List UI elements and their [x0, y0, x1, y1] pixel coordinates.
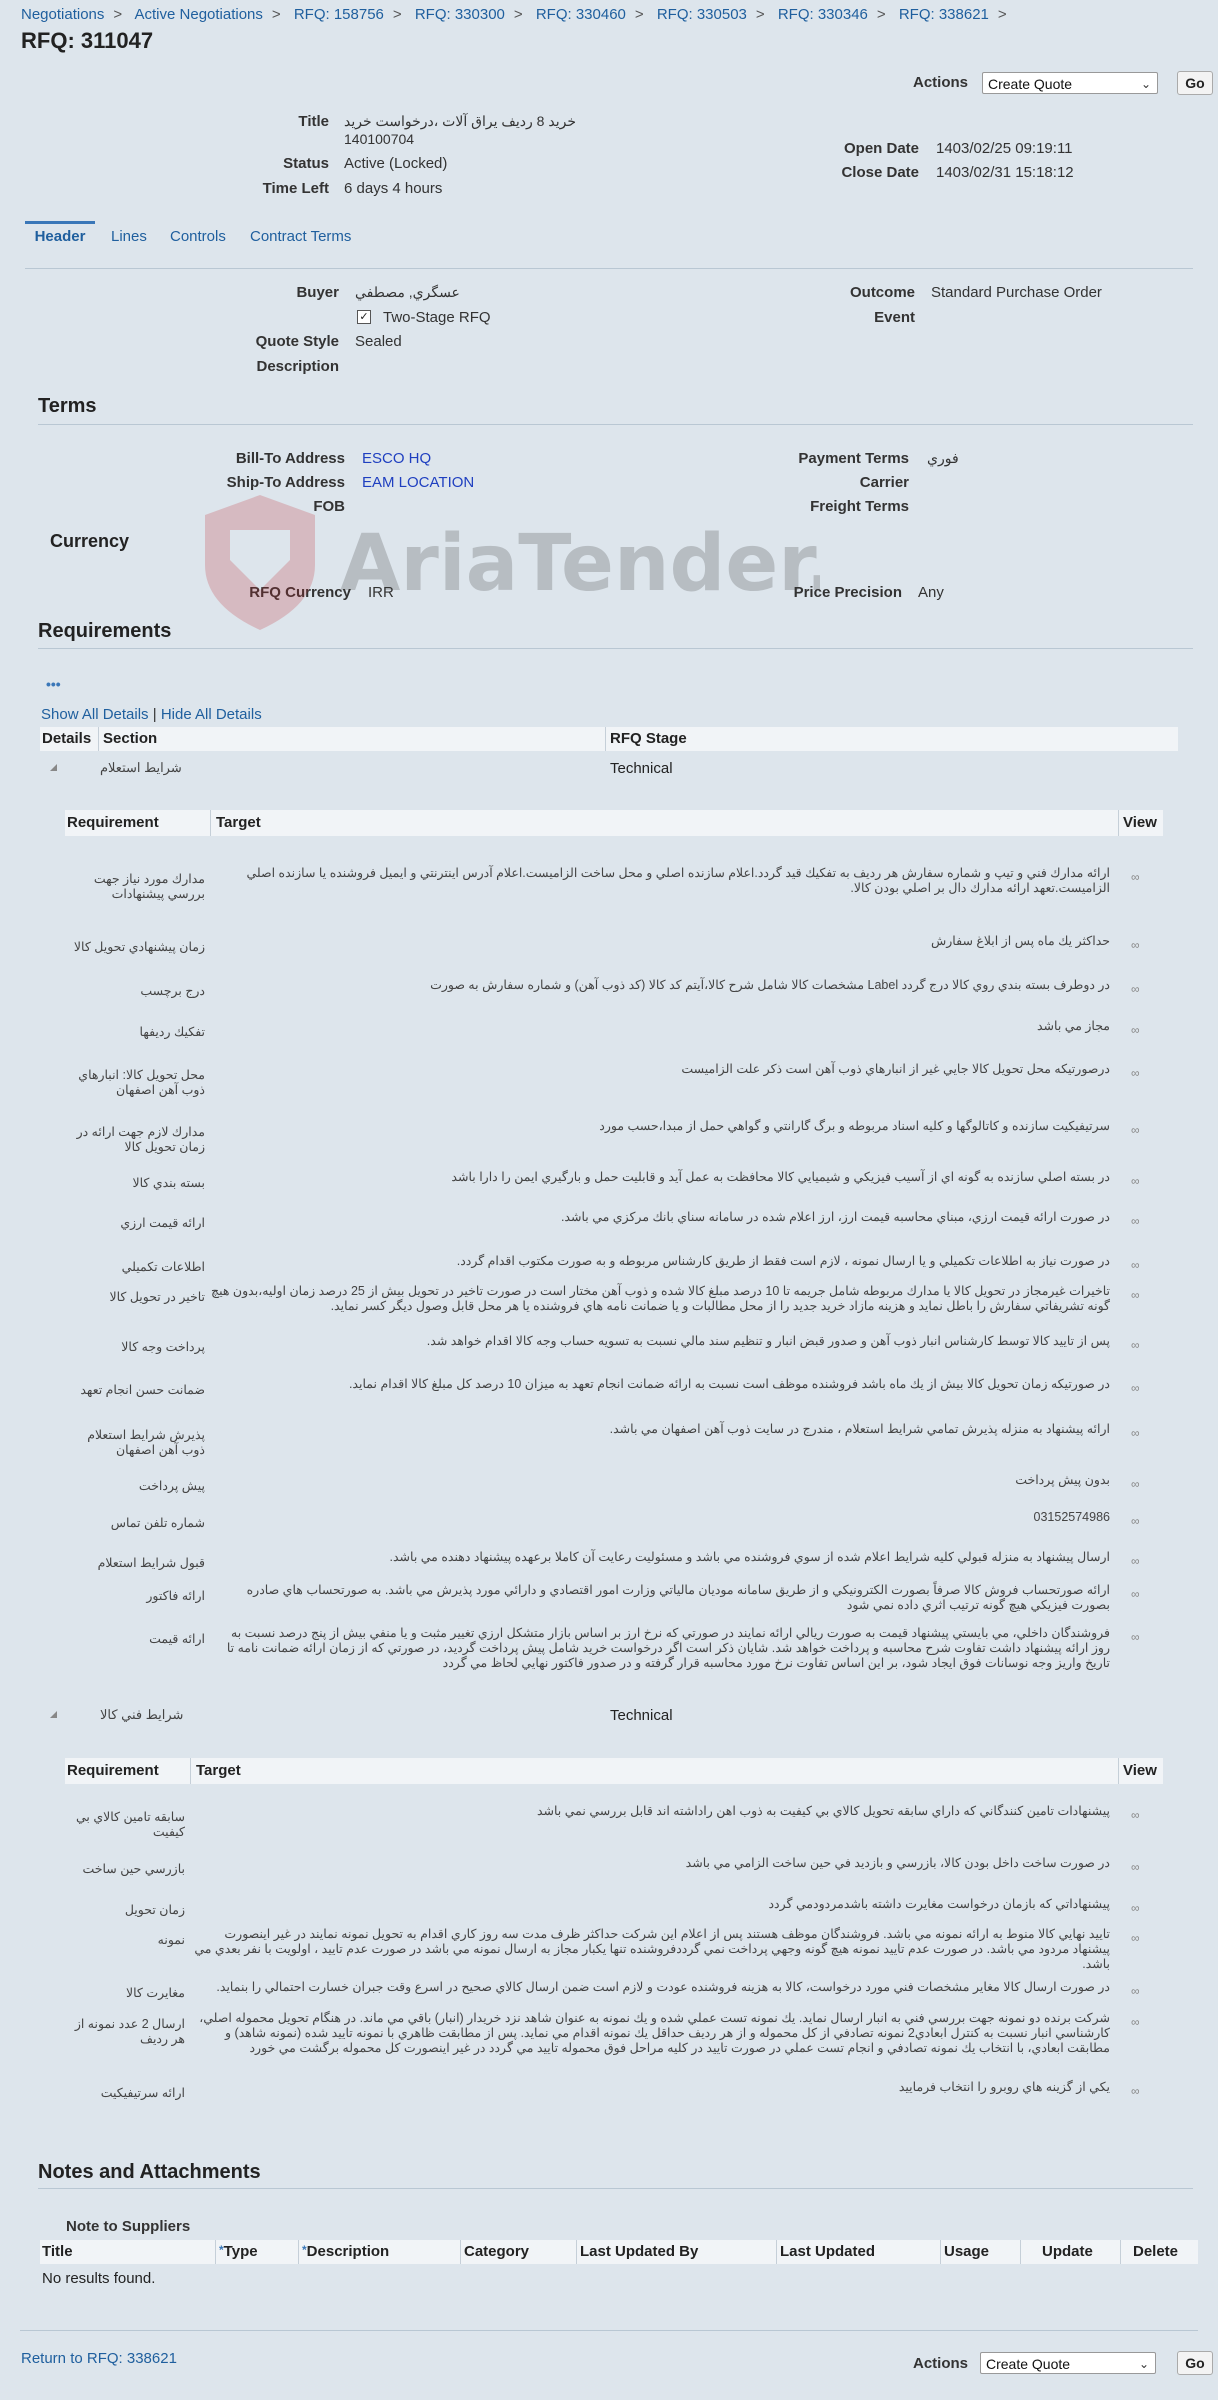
collapse-triangle-icon[interactable]: [50, 1711, 57, 1718]
more-options-icon[interactable]: •••: [46, 676, 61, 692]
view-icon[interactable]: ∞: [1131, 982, 1137, 996]
col-divider: [1118, 1758, 1119, 1784]
col-target: Target: [216, 814, 261, 831]
title-value-line2: 140100704: [344, 131, 415, 147]
view-icon[interactable]: ∞: [1131, 1514, 1137, 1528]
view-icon[interactable]: ∞: [1131, 1808, 1137, 1822]
note-to-suppliers-label: Note to Suppliers: [66, 2218, 191, 2235]
section-name: شرایط استعلام: [100, 760, 182, 775]
requirement-name: ارائه سرتيفيكيت: [100, 2086, 185, 2100]
col-divider: [1120, 2240, 1121, 2264]
payment-terms-value: فوري: [927, 450, 959, 466]
actions-label-bottom: Actions: [913, 2355, 969, 2372]
breadcrumb-rfq-330503[interactable]: RFQ: 330503: [656, 6, 747, 23]
requirement-name: تاخير در تحويل كالا: [109, 1290, 205, 1304]
chevron-down-icon: ⌄: [1140, 77, 1151, 91]
col-requirement: Requirement: [67, 814, 159, 831]
actions-select[interactable]: [982, 72, 1158, 94]
requirements-table-header: [65, 1758, 1163, 1784]
two-stage-label: Two-Stage RFQ: [383, 309, 491, 326]
requirement-target: ارائه صورتحساب فروش كالا صرفاً بصورت الكترونيكي و از طريق سامانه موديان مالياتي وزارت امور اقتصادي و دارائي مورد پذيرش مي باشد. به صورتحساب هاي صادره بصورت فيزيكي هيچ گونه ترتيب اثري داده نمي شود: [246, 1583, 1110, 1612]
requirement-target: درصورتيكه محل تحويل كالا جايي غير از انبارهاي ذوب آهن است ذكر علت الزاميست: [681, 1062, 1110, 1076]
quote-style-label: Quote Style: [255, 333, 339, 350]
col-usage: Usage: [944, 2243, 990, 2260]
col-delete: Delete: [1133, 2243, 1179, 2260]
two-stage-checkbox: ✓: [357, 310, 371, 324]
requirement-target: 03152574986: [1033, 1510, 1110, 1524]
currency-heading: Currency: [50, 531, 130, 551]
section-name: شرايط فني كالا: [100, 1707, 184, 1722]
no-results-text: No results found.: [42, 2270, 156, 2287]
watermark-logo: [200, 495, 820, 639]
go-button[interactable]: Go: [1177, 71, 1213, 95]
view-icon[interactable]: ∞: [1131, 2015, 1137, 2029]
view-icon[interactable]: ∞: [1131, 1258, 1137, 1272]
view-icon[interactable]: ∞: [1131, 1214, 1137, 1228]
breadcrumb-negotiations[interactable]: Negotiations: [21, 6, 105, 23]
requirement-target: حداكثر يك ماه پس از ابلاغ سفارش: [931, 934, 1110, 948]
tab-contract-terms[interactable]: Contract Terms: [250, 228, 352, 245]
requirement-name: درج برچسب: [140, 984, 205, 998]
requirement-target: مجاز مي باشد: [1037, 1019, 1110, 1033]
view-icon[interactable]: ∞: [1131, 1426, 1137, 1440]
hide-all-details-link[interactable]: Hide All Details: [160, 706, 262, 723]
tab-controls[interactable]: Controls: [170, 228, 226, 245]
view-icon[interactable]: ∞: [1131, 870, 1137, 884]
status-label: Status: [283, 155, 329, 172]
col-description-required: [302, 2243, 389, 2260]
col-type: Type: [223, 2243, 258, 2260]
requirement-name: بسته بندي كالا: [132, 1176, 205, 1190]
col-divider: [460, 2240, 461, 2264]
view-icon[interactable]: ∞: [1131, 1123, 1137, 1137]
notes-heading: Notes and Attachments: [38, 2161, 261, 2183]
breadcrumb-rfq-338621[interactable]: RFQ: 338621: [898, 6, 989, 23]
tabs-divider: [25, 268, 1193, 269]
tab-header[interactable]: Header: [25, 221, 95, 245]
requirement-name: بازرسي حين ساخت: [82, 1862, 185, 1876]
return-link[interactable]: Return to RFQ: 338621: [21, 2350, 177, 2367]
buyer-label: Buyer: [296, 284, 339, 301]
requirement-target: در دوطرف بسته بندي روي كالا درج گردد Label مشخصات كالا شامل شرح كالا،آيتم كد كالا (كد ذوب آهن) و شماره سفارش به صورت: [430, 978, 1110, 992]
buyer-value: عسگري, مصطفي: [355, 284, 460, 300]
watermark-text: AriaTender: [340, 519, 806, 609]
rfq-currency-label: RFQ Currency: [249, 584, 351, 601]
col-section: Section: [103, 730, 158, 747]
requirement-name: تفكيك رديفها: [139, 1025, 205, 1039]
view-icon[interactable]: ∞: [1131, 1901, 1137, 1915]
requirement-target: تاييد نهايي كالا منوط به ارائه نمونه مي باشد. فروشندگان موظف هستند پس از اعلام اين شركت حداكثر ظرف مدت سه روز كاري اقدام به تحويل نمونه نمايند در غير اينصورت پيشنهاد مردود مي باشد. در صورت عدم تاييد نمونه هيچ گونه وجهي پرداخت نمي گرددفروشنده تنها يكبار مجاز به ارسال نمونه مي باشد در صورت عدم تاييد ، اولويت با نفر بعدي مي باشد.: [194, 1927, 1110, 1971]
view-icon[interactable]: ∞: [1131, 1066, 1137, 1080]
view-icon[interactable]: ∞: [1131, 1023, 1137, 1037]
requirement-name: اطلاعات تكميلي: [121, 1260, 205, 1274]
requirements-sections-header: [40, 727, 1178, 751]
col-details: Details: [42, 730, 92, 747]
requirement-name: مدارك مورد نياز جهت بررسي پيشنهادات: [93, 872, 205, 901]
requirement-name: پرداخت وجه كالا: [121, 1340, 205, 1354]
open-date-value: 1403/02/25 09:19:11: [936, 140, 1073, 157]
terms-divider: [38, 424, 1193, 425]
actions-selected-value: Create Quote: [988, 76, 1073, 92]
requirement-name: ارائه قيمت: [149, 1632, 205, 1646]
col-description: Description: [306, 2243, 390, 2260]
requirement-name: ارسال 2 عدد نمونه از هر رديف: [74, 2017, 185, 2046]
requirement-name: ارائه فاكتور: [146, 1589, 205, 1603]
requirement-name: مغايرت كالا: [125, 1986, 185, 2000]
requirement-name: ارائه قيمت ارزي: [120, 1216, 205, 1230]
attachments-table-header: [40, 2240, 1198, 2264]
outcome-label: Outcome: [849, 284, 915, 301]
carrier-label: Carrier: [859, 474, 909, 491]
requirement-name: زمان پيشنهادي تحويل كالا: [73, 940, 205, 954]
requirement-target: سرتيفيكيت سازنده و كاتالوگها و كليه اسناد مربوطه و برگ گارانتي و گواهي حمل از مبدا،حسب مورد: [599, 1119, 1110, 1133]
quote-style-value: Sealed: [355, 333, 402, 350]
view-icon[interactable]: ∞: [1131, 1477, 1137, 1491]
required-asterisk: *: [219, 2243, 224, 2257]
breadcrumb-rfq-330300[interactable]: RFQ: 330300: [414, 6, 505, 23]
requirement-target: ارسال پيشنهاد به منزله قبولي كليه شرايط اعلام شده از سوي فروشنده مي باشد و مسئوليت رعايت آن كاملا برعهده پيشنهاد دهنده مي باشد.: [389, 1550, 1110, 1564]
col-requirement: Requirement: [67, 1762, 159, 1779]
tab-lines[interactable]: Lines: [111, 228, 147, 245]
requirement-name: پذيرش شرايط استعلام ذوب آهن اصفهان: [87, 1428, 205, 1457]
breadcrumb: Negotiations > Active Negotiations > RFQ: 158756 > RFQ: 330300 > RFQ: 330460 > RFQ: 330503 > RFQ: 330346 > RFQ: 338621 >: [21, 6, 1007, 23]
col-divider: [940, 2240, 941, 2264]
requirement-target: ارائه مدارك فني و تيپ و شماره سفارش هر رديف به تفكيك قيد گردد.اعلام سازنده اصلي و محل ساخت الزاميست.اعلام آدرس اينترنتي و ايميل فروشنده يا سازنده اصلي الزاميست.تعهد ارائه مدارك دال بر اصلي بودن كالا.: [246, 866, 1110, 895]
section-stage: Technical: [610, 1707, 673, 1724]
requirement-target: در بسته اصلي سازنده به گونه اي از آسيب فيزيكي و شيميايي كالا محافظت به عمل آيد و قابليت حمل و بارگيري ايمن را دارا باشد: [451, 1170, 1110, 1184]
description-label: Description: [256, 358, 339, 375]
col-divider: [1118, 810, 1119, 836]
fob-label: FOB: [313, 498, 345, 515]
requirement-target: پيشنهادات تامين كنندگاني كه داراي سابقه تحويل كالاي بي كيفيت به ذوب اهن راداشته اند قابل بررسي نمي باشد: [536, 1804, 1110, 1818]
requirement-target: يكي از گزينه هاي روبرو را انتخاب فرماييد: [898, 2080, 1110, 2094]
requirement-name: زمان تحويل: [124, 1903, 185, 1917]
requirement-target: فروشندگان داخلي، مي بايستي پيشنهاد قيمت به صورت ريالي ارائه نمايند در صورتي كه نرخ ارز بر اساس بازار متشكل ارزي تغيير مثبت و يا منفي بيش از پنج درصد نسبت به روز ارائه پيشنهاد داشت تفاوت شرح محاسبه و پرداخت خواهد شد. شايان ذكر است اگر درخواست خريد شامل پيش پرداخت گرديد، در صورتي كه از زمان ارائه ضمانت نامه تا تاريخ واريز وجه نوسانات فوق ايجاد شود، بر اين اساس تفاوت نرخ مورد محاسبه قرار گرفته و در صدور فاكتور نهايي لحاظ مي گردد: [226, 1626, 1110, 1670]
actions-select-bottom[interactable]: [980, 2352, 1156, 2374]
page-title: RFQ: 311047: [21, 28, 154, 53]
requirement-target: پس از تاييد كالا توسط كارشناس انبار ذوب آهن و صدور قبض انبار و تنظيم سند مالي نسبت به تسويه حساب وجه كالا اقدام خواهد شد.: [426, 1334, 1110, 1348]
requirement-target: پيشنهاداتي كه بازمان درخواست مغايرت داشته باشدمردودمي گردد: [768, 1897, 1110, 1911]
view-icon[interactable]: ∞: [1131, 1984, 1137, 1998]
chevron-down-icon: ⌄: [1138, 2357, 1149, 2371]
go-button-bottom[interactable]: Go: [1177, 2351, 1213, 2375]
requirements-table-header: [65, 810, 1163, 836]
detail-toggle-separator: |: [152, 706, 157, 723]
outcome-value: Standard Purchase Order: [931, 284, 1102, 301]
col-divider: [576, 2240, 577, 2264]
price-precision-value: Any: [918, 584, 944, 601]
event-label: Event: [874, 309, 915, 326]
time-left-value: 6 days 4 hours: [344, 180, 443, 197]
requirement-name: پيش پرداخت: [138, 1479, 205, 1493]
view-icon[interactable]: ∞: [1131, 1381, 1137, 1395]
close-date-value: 1403/02/31 15:18:12: [936, 164, 1074, 181]
show-all-details-link[interactable]: Show All Details: [41, 706, 149, 723]
col-last-updated-by: Last Updated By: [580, 2243, 699, 2260]
actions-label: Actions: [913, 74, 969, 91]
view-icon[interactable]: ∞: [1131, 1630, 1137, 1644]
price-precision-label: Price Precision: [793, 584, 902, 601]
bill-to-label: Bill-To Address: [235, 450, 345, 467]
requirement-name: محل تحويل كالا: انبارهاي ذوب آهن اصفهان: [78, 1068, 205, 1097]
payment-terms-label: Payment Terms: [798, 450, 909, 467]
view-icon[interactable]: ∞: [1131, 938, 1137, 952]
col-view: View: [1123, 1762, 1157, 1779]
requirement-target: شركت برنده دو نمونه جهت بررسي فني به انبار ارسال نمايد. يك نمونه تست عملي شده و يك نمونه به عنوان شاهد نزد خريدار (انبار) باقي مي ماند. در هنگام تحويل محموله اصلي، كارشناسي انبار نسبت به كنترل ابعادي2 نمونه تصادفي از كل محموله و از هر رديف حداقل يك نمونه اقدام مي نمايد. پس از مطابقت ظاهري با نمونه تاييد شده (نمونه شاهد) و مطابقت ابعادي، با انتخاب يك نمونه تصادفي و انجام تست عملي در صورت تاييد در كليه مراحل فوق محموله تاييد مي گردد در غير اينصورت كل محموله برگشت مي خورد: [199, 2011, 1110, 2055]
col-divider: [215, 2240, 216, 2264]
breadcrumb-rfq-330460[interactable]: RFQ: 330460: [535, 6, 626, 23]
ship-to-link[interactable]: EAM LOCATION: [362, 474, 475, 491]
view-icon[interactable]: ∞: [1131, 1860, 1137, 1874]
rfq-currency-value: IRR: [368, 584, 394, 601]
col-view: View: [1123, 814, 1157, 831]
col-divider: [298, 2240, 299, 2264]
requirement-name: ضمانت حسن انجام تعهد: [80, 1383, 205, 1397]
requirement-name: نمونه: [157, 1933, 185, 1947]
requirement-target: بدون پيش پرداخت: [1015, 1473, 1110, 1487]
detail-toggles: [41, 706, 262, 723]
col-divider: [210, 810, 211, 836]
requirement-target: در صورتيكه زمان تحويل كالا بيش از يك ماه باشد فروشنده موظف است نسبت به ارائه ضمانت انجام تعهد به ميزان 10 درصد كل مبلغ كالا اقدام نمايد.: [348, 1377, 1110, 1391]
col-divider: [98, 727, 99, 751]
view-icon[interactable]: ∞: [1131, 2084, 1137, 2098]
requirement-target: ارائه پيشنهاد به منزله پذيرش تمامي شرايط استعلام ، مندرج در سايت ذوب آهن اصفهان مي باشد.: [609, 1422, 1110, 1436]
requirement-target: در صورت نياز به اطلاعات تكميلي و يا ارسال نمونه ، لازم است فقط از طريق كارشناس مربوطه و به صورت مكتوب اقدام گردد.: [456, 1254, 1110, 1268]
requirement-name: شماره تلفن تماس: [110, 1516, 205, 1530]
time-left-label: Time Left: [262, 180, 329, 197]
footer-divider: [20, 2330, 1198, 2331]
breadcrumb-rfq-330346[interactable]: RFQ: 330346: [777, 6, 868, 23]
freight-terms-label: Freight Terms: [810, 498, 909, 515]
requirements-heading: Requirements: [38, 620, 172, 642]
actions-selected-value: Create Quote: [986, 2356, 1071, 2372]
requirements-divider: [38, 648, 1193, 649]
close-date-label: Close Date: [841, 164, 919, 181]
col-target: Target: [196, 1762, 241, 1779]
requirement-name: سابقه تامين كالاي بي كيفيت: [75, 1810, 185, 1839]
requirement-target: در صورت ساخت داخل بودن كالا، بازرسي و بازديد في حين ساخت الزامي مي باشد: [685, 1856, 1110, 1870]
requirement-target: تاخيرات غيرمجاز در تحويل كالا يا مدارك مربوطه شامل جريمه تا 10 درصد مبلغ كالا شده و ذوب آهن مختار است در صورت تاخير در تحويل بيش از 25 درصد زمان اوليه،بدون هيچ گونه تشريفاتي سفارش را باطل نمايد و هزينه مازاد خريد جديد را از محل مطالبات و يا ضمانت نامه هاي فروشنده يا هر محل قابل وصول ديگر كسر نمايد.: [211, 1284, 1110, 1313]
bill-to-link[interactable]: ESCO HQ: [362, 450, 432, 467]
collapse-triangle-icon[interactable]: [50, 764, 57, 771]
requirement-name: مدارك لازم جهت ارائه در زمان تحويل كالا: [76, 1125, 205, 1154]
ship-to-label: Ship-To Address: [226, 474, 345, 491]
terms-heading: Terms: [38, 395, 97, 417]
section-stage: Technical: [610, 760, 673, 777]
breadcrumb-active-negotiations[interactable]: Active Negotiations: [134, 6, 263, 23]
view-icon[interactable]: ∞: [1131, 1338, 1137, 1352]
col-category: Category: [464, 2243, 530, 2260]
col-divider: [190, 1758, 191, 1784]
requirement-target: در صورت ارائه قيمت ارزي، مبناي محاسبه قيمت ارز، ارز اعلام شده در سامانه سناي بانك مركزي مي باشد.: [560, 1210, 1110, 1224]
view-icon[interactable]: ∞: [1131, 1288, 1137, 1302]
open-date-label: Open Date: [843, 140, 919, 157]
status-value: Active (Locked): [344, 155, 448, 172]
col-rfq-stage: RFQ Stage: [610, 730, 687, 747]
view-icon[interactable]: ∞: [1131, 1554, 1137, 1568]
breadcrumb-rfq-158756[interactable]: RFQ: 158756: [293, 6, 384, 23]
col-type-required: [219, 2243, 258, 2260]
view-icon[interactable]: ∞: [1131, 1174, 1137, 1188]
col-update: Update: [1042, 2243, 1093, 2260]
requirement-name: قبول شرايط استعلام: [97, 1556, 205, 1570]
col-divider: [776, 2240, 777, 2264]
col-divider: [1020, 2240, 1021, 2264]
watermark-shield-icon: [200, 495, 820, 635]
view-icon[interactable]: ∞: [1131, 1931, 1137, 1945]
col-title: Title: [42, 2243, 73, 2260]
title-label: Title: [298, 113, 329, 130]
view-icon[interactable]: ∞: [1131, 1587, 1137, 1601]
requirement-target: در صورت ارسال كالا مغاير مشخصات فني مورد درخواست، كالا به هزينه فروشنده عودت و لازم است ضمن ارسال كالاي صحيح در اسرع وقت جبران خسارت احتمالي را بنمايد.: [216, 1980, 1110, 1994]
col-divider: [605, 727, 606, 751]
title-value-line1: خرید 8 ردیف یراق آلات ،درخواست خرید: [344, 113, 576, 129]
required-asterisk: *: [302, 2243, 307, 2257]
col-last-updated: Last Updated: [780, 2243, 876, 2260]
notes-divider: [38, 2188, 1193, 2189]
